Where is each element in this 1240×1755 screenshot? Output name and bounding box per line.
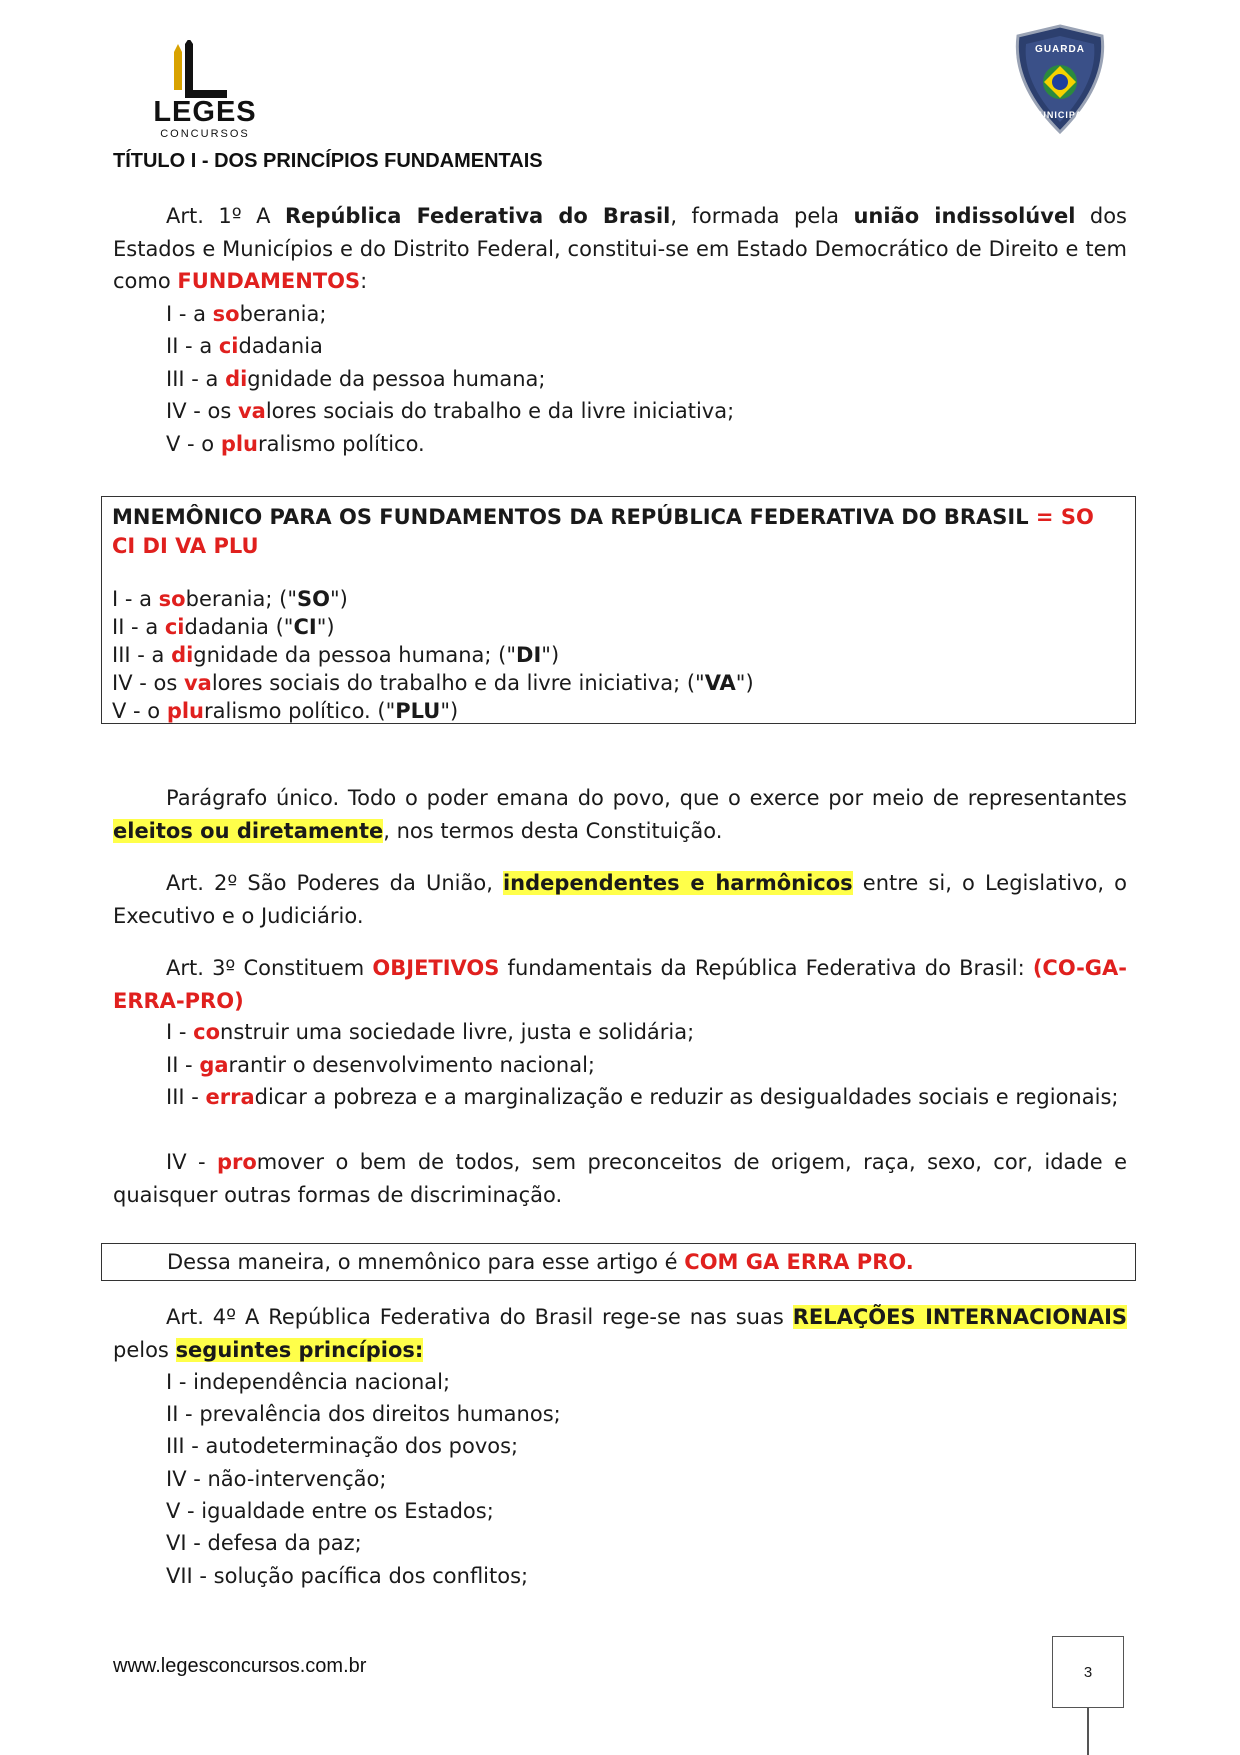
- page-number-line: [1087, 1708, 1089, 1755]
- art3-item: IV - promover o bem de todos, sem preconceitos de origem, raça, sexo, cor, idade e quaisquer outras formas de discriminação.: [113, 1150, 1127, 1207]
- art2-paragraph: Art. 2º São Poderes da União, independentes e harmônicos entre si, o Legislativo, o Executivo e o Judiciário.: [113, 871, 1127, 928]
- badge-top-text: GUARDA: [1035, 44, 1085, 55]
- art3-item: I - construir uma sociedade livre, justa e solidária;: [166, 1020, 695, 1044]
- section-title: TÍTULO I - DOS PRINCÍPIOS FUNDAMENTAIS: [113, 150, 543, 172]
- art4-paragraph: Art. 4º A República Federativa do Brasil rege-se nas suas RELAÇÕES INTERNACIONAIS pelos seguintes princípios:: [113, 1305, 1128, 1362]
- leges-logo-mark: [150, 40, 260, 98]
- mnemonic-item: I - a soberania; ("SO"): [112, 587, 348, 611]
- badge-bottom-text: MUNICIPAL: [1030, 110, 1090, 120]
- art1-item: V - o pluralismo político.: [166, 432, 425, 456]
- mnemonic-item: II - a cidadania ("CI"): [112, 615, 335, 639]
- art3-item: III - erradicar a pobreza e a marginalização e reduzir as desigualdades sociais e regionais;: [166, 1085, 1119, 1109]
- art3-paragraph: Art. 3º Constituem OBJETIVOS fundamentais da República Federativa do Brasil: (CO-GA-ERRA-PRO): [113, 956, 1127, 1013]
- mnemonic-item: III - a dignidade da pessoa humana; ("DI"): [112, 643, 560, 667]
- page-number: 3: [1052, 1636, 1124, 1708]
- art4-item: III - autodeterminação dos povos;: [166, 1434, 519, 1458]
- guarda-municipal-badge: [1010, 24, 1110, 136]
- art4-item: I - independência nacional;: [166, 1370, 451, 1394]
- logo-word: LEGES: [153, 96, 257, 128]
- art4-item: V - igualdade entre os Estados;: [166, 1499, 494, 1523]
- art1-item: I - a soberania;: [166, 302, 327, 326]
- art4-item: VII - solução pacífica dos conflitos;: [166, 1564, 529, 1588]
- mnemonic-item: V - o pluralismo político. ("PLU"): [112, 699, 459, 723]
- mnemonic-box-fundamentos: [101, 496, 1136, 724]
- paragrafo-unico: Parágrafo único. Todo o poder emana do povo, que o exerce por meio de representantes eleitos ou diretamente, nos termos desta Constituição.: [113, 786, 1127, 843]
- mnemonic-heading: MNEMÔNICO PARA OS FUNDAMENTOS DA REPÚBLICA FEDERATIVA DO BRASIL = SO CI DI VA PLU: [112, 505, 1094, 558]
- art4-item: IV - não-intervenção;: [166, 1467, 387, 1491]
- art1-item: II - a cidadania: [166, 334, 323, 358]
- mnemonic-summary: Dessa maneira, o mnemônico para esse artigo é COM GA ERRA PRO.: [167, 1250, 914, 1274]
- art3-item: II - garantir o desenvolvimento nacional;: [166, 1053, 595, 1077]
- art1-paragraph: Art. 1º A República Federativa do Brasil, formada pela união indissolúvel dos Estados e Municípios e do Distrito Federal, constitui-se em Estado Democrático de Direito e tem como FUNDAMENTOS:: [113, 204, 1127, 293]
- art4-item: VI - defesa da paz;: [166, 1531, 362, 1555]
- mnemonic-box-objetivos: [101, 1243, 1136, 1281]
- mnemonic-item: IV - os valores sociais do trabalho e da livre iniciativa; ("VA"): [112, 671, 754, 695]
- logo-subtitle: CONCURSOS: [160, 128, 250, 140]
- art4-item: II - prevalência dos direitos humanos;: [166, 1402, 561, 1426]
- art1-item: IV - os valores sociais do trabalho e da livre iniciativa;: [166, 399, 735, 423]
- footer-url: www.legesconcursos.com.br: [113, 1655, 367, 1677]
- art1-item: III - a dignidade da pessoa humana;: [166, 367, 546, 391]
- leges-logo: [150, 40, 260, 140]
